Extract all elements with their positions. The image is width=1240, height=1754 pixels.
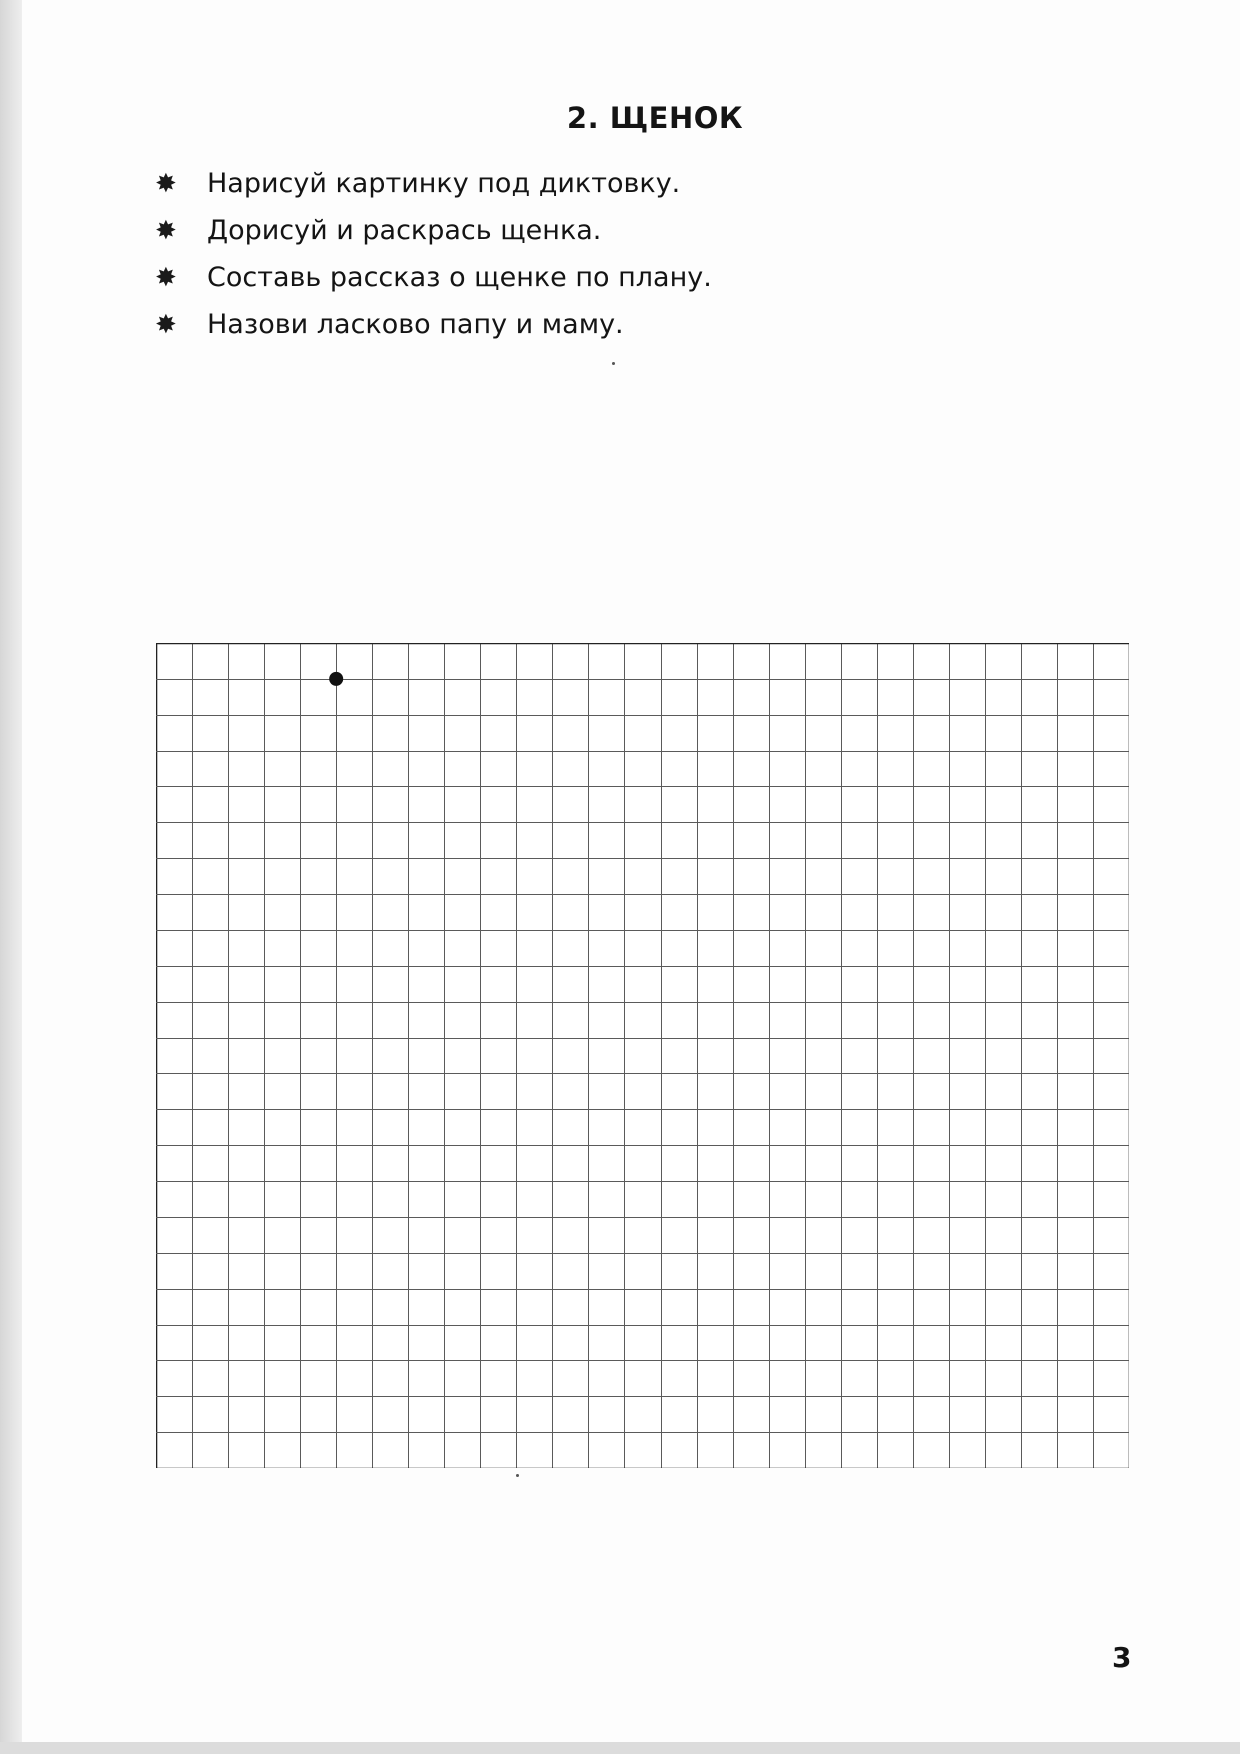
star-bullet-icon: ✸ [155, 168, 177, 199]
star-bullet-icon: ✸ [155, 215, 177, 246]
task-item [155, 254, 712, 301]
task-item [155, 207, 712, 254]
task-text: Назови ласково папу и маму. [207, 309, 624, 340]
task-item [155, 160, 712, 207]
page-title: 2. ЩЕНОК [566, 101, 744, 136]
star-bullet-icon: ✸ [155, 262, 177, 293]
task-text: Составь рассказ о щенке по плану. [207, 262, 712, 293]
print-speck [516, 1474, 519, 1477]
task-list [155, 160, 712, 348]
task-text: Нарисуй картинку под диктовку. [207, 168, 681, 199]
page-binding-shadow [0, 0, 22, 1754]
graph-dictation-grid[interactable] [156, 643, 1129, 1468]
star-bullet-icon: ✸ [155, 309, 177, 340]
page-bottom-edge [0, 1742, 1240, 1754]
worksheet-page [22, 0, 1240, 1742]
task-item [155, 301, 712, 348]
page-number: 3 [1112, 1641, 1132, 1674]
grid-background [156, 643, 1129, 1468]
start-point-dot [329, 672, 343, 686]
task-text: Дорисуй и раскрась щенка. [207, 215, 602, 246]
grid-canvas[interactable] [156, 643, 1129, 1468]
print-speck [612, 362, 615, 365]
